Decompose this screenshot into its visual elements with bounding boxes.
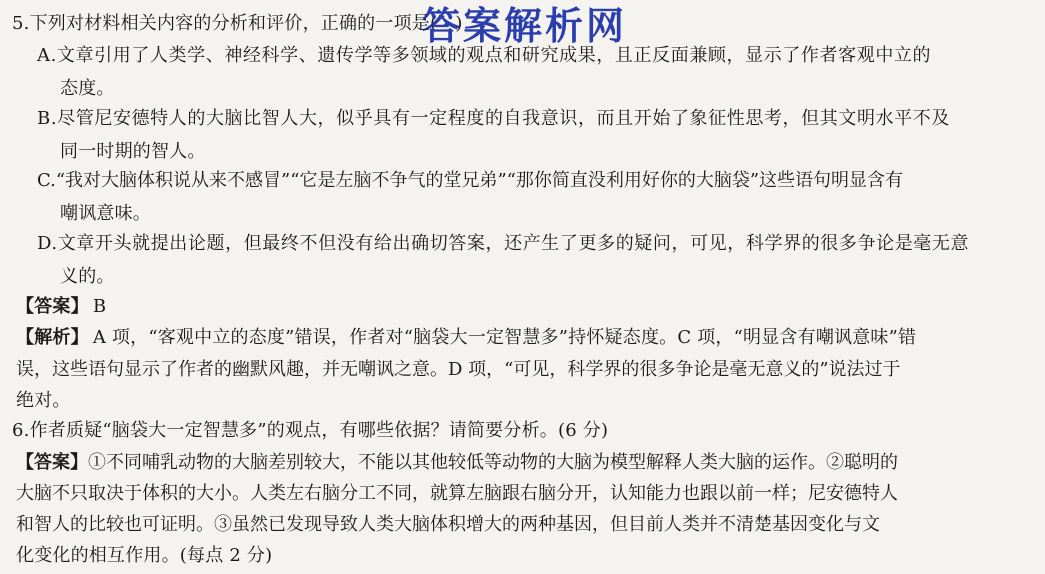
q5-option-c-line2: 嘲讽意味。	[60, 203, 151, 224]
q5-option-a-line2: 态度。	[60, 78, 115, 99]
q5-stem: 5.下列对材料相关内容的分析和评价，正确的一项是( )	[12, 13, 463, 34]
q6-answer-line2: 大脑不只取决于体积的大小。人类左右脑分工不同，就算左脑跟右脑分开，认知能力也跟以前一样；尼安德特人	[16, 483, 898, 504]
q5-analysis-line2: 误，这些语句显示了作者的幽默风趣，并无嘲讽之意。D 项，“可见，科学界的很多争论是毫无意义的”说法过于	[16, 359, 901, 380]
q5-option-d-line2: 义的。	[60, 266, 115, 287]
q5-answer-label: 【答案】	[16, 296, 89, 317]
q5-answer	[16, 295, 106, 319]
q5-option-c-line1: C.“我对大脑体积说从来不感冒”“它是左脑不争气的堂兄弟”“那你简直没利用好你的大脑袋”这些语句明显含有	[37, 170, 904, 191]
q5-analysis-text1: A 项，“客观中立的态度”错误，作者对“脑袋大一定智慧多”持怀疑态度。C 项，“明显含有嘲讽意味”错	[92, 327, 917, 348]
q6-answer-line1	[16, 451, 898, 475]
q5-analysis-label: 【解析】	[16, 327, 89, 348]
q5-answer-value: B	[92, 296, 107, 317]
q5-option-b-line1: B.尽管尼安德特人的大脑比智人大，似乎具有一定程度的自我意识，而且开始了象征性思考，但其文明水平不及	[37, 108, 950, 129]
q5-option-b-line2: 同一时期的智人。	[60, 141, 206, 162]
q6-answer-text1: ①不同哺乳动物的大脑差别较大，不能以其他较低等动物的大脑为模型解释人类大脑的运作。②聪明的	[88, 452, 898, 473]
q5-option-a-line1: A.文章引用了人类学、神经科学、遗传学等多领域的观点和研究成果，且正反面兼顾，显示了作者客观中立的	[37, 45, 932, 66]
q5-option-d-line1: D.文章开头就提出论题，但最终不但没有给出确切答案，还产生了更多的疑问，可见，科学界的很多争论是毫无意	[37, 233, 970, 254]
q6-answer-label: 【答案】	[16, 452, 88, 473]
q5-analysis-line1	[16, 326, 916, 350]
q6-stem: 6.作者质疑“脑袋大一定智慧多”的观点，有哪些依据？请简要分析。(6 分)	[12, 420, 609, 441]
q6-answer-line3: 和智人的比较也可证明。③虽然已发现导致人类大脑体积增大的两种基因，但目前人类并不清楚基因变化与文	[16, 514, 880, 535]
watermark-logo: 答案解析网	[422, 4, 628, 48]
q5-analysis-line3: 绝对。	[16, 390, 71, 411]
q6-answer-line4: 化变化的相互作用。(每点 2 分)	[16, 545, 273, 566]
